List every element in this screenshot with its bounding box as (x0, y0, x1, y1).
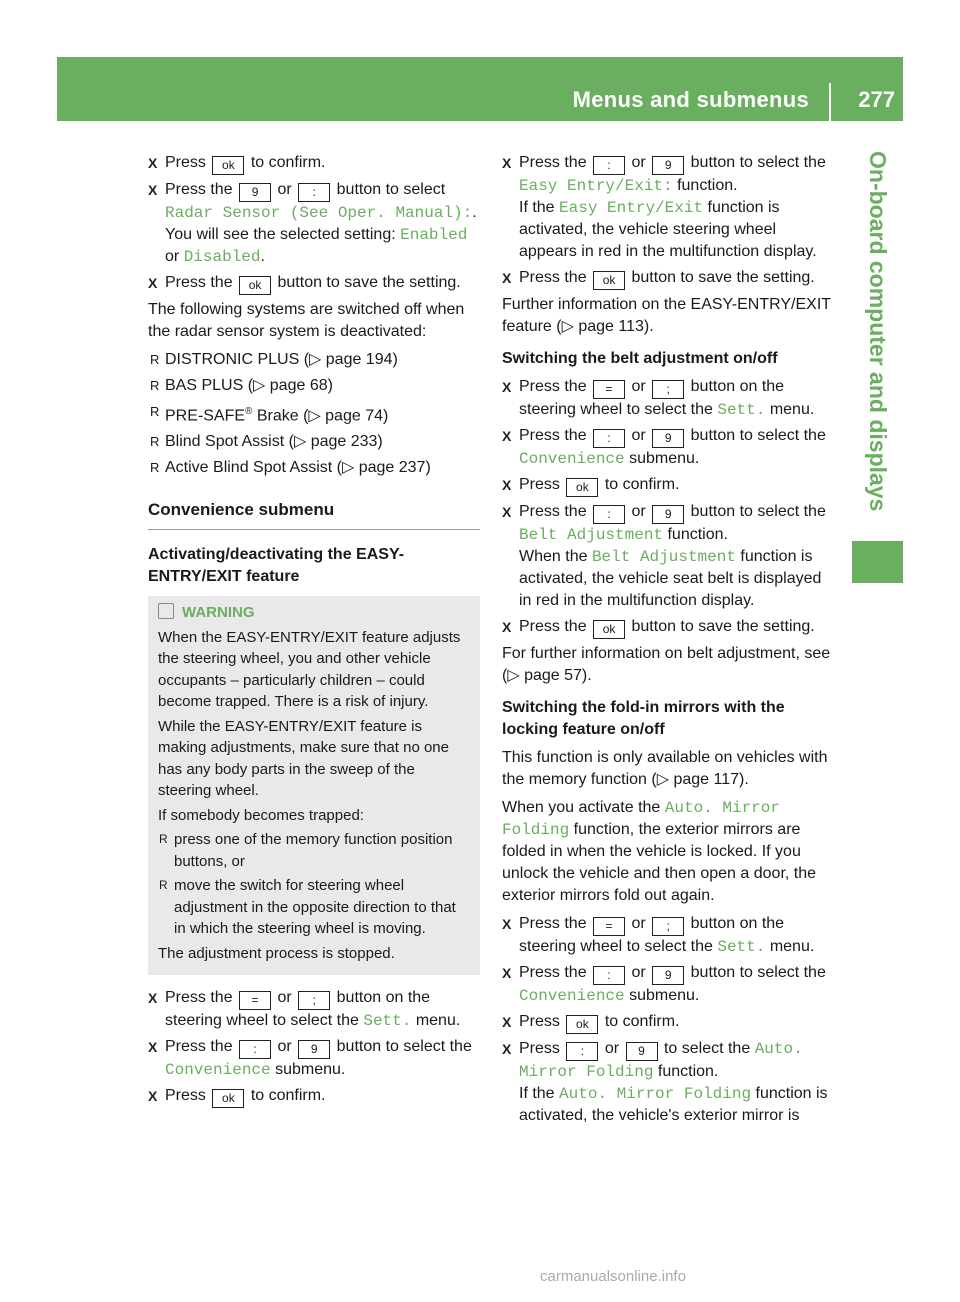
list-item: R PRE-SAFE® Brake (▷ page 74) (148, 401, 480, 427)
list-item: R Active Blind Spot Assist (▷ page 237) (148, 457, 480, 479)
step: X Press ok to confirm. (502, 474, 835, 497)
list-item: R BAS PLUS (▷ page 68) (148, 375, 480, 397)
subsection-heading: Switching the fold-in mirrors with the locking feature on/off (502, 699, 785, 738)
step: X Press the ok button to save the setting. (502, 616, 835, 639)
submenu-name: Convenience (165, 1061, 271, 1080)
page-header (57, 57, 903, 121)
up-key-icon: 9 (652, 429, 684, 448)
step: X Press ok to confirm. (148, 152, 480, 175)
step: X Press the = or ; button on the steering wheel to select the Sett. menu. (502, 913, 835, 958)
down-key-icon: : (593, 966, 625, 985)
ok-key-icon: ok (212, 1089, 244, 1108)
up-key-icon: 9 (239, 183, 271, 202)
setting-value: Enabled (400, 226, 468, 244)
paragraph: For further information on belt adjustment, see (▷ page 57). (502, 645, 831, 684)
step: X Press ok to confirm. (148, 1085, 480, 1108)
list-item: R Blind Spot Assist (▷ page 233) (148, 431, 480, 453)
menu-name: Sett. (363, 1012, 412, 1031)
step: X Press the : or 9 button to select the Convenience submenu. (502, 425, 835, 470)
ok-key-icon: ok (566, 1015, 598, 1034)
chapter-tab-marker (852, 541, 903, 583)
left-key-icon: = (239, 991, 271, 1010)
up-key-icon: 9 (298, 1040, 330, 1059)
left-key-icon: = (593, 917, 625, 936)
column-left (148, 152, 480, 1112)
ok-key-icon: ok (566, 478, 598, 497)
column-right (502, 152, 835, 1131)
ok-key-icon: ok (212, 156, 244, 175)
submenu-name: Convenience (519, 450, 625, 468)
left-key-icon: = (593, 380, 625, 399)
down-key-icon: : (593, 505, 625, 524)
watermark: carmanualsonline.info (540, 1268, 686, 1285)
step: X Press the : or 9 button to select the Belt Adjustment function. When the Belt Adjustment function is activated, the vehicle seat belt is displayed in red in the multifunction display. (502, 501, 835, 612)
step: X Press the ok button to save the setting. (502, 267, 835, 290)
paragraph: The following systems are switched off when the radar sensor system is deactivated: (148, 301, 465, 340)
menu-function-name: Radar Sensor (See Oper. Manual): (165, 204, 473, 222)
right-key-icon: ; (652, 917, 684, 936)
section-heading: Convenience submenu (148, 499, 480, 530)
step: X Press ok to confirm. (502, 1011, 835, 1034)
down-key-icon: : (566, 1042, 598, 1061)
function-name: Easy Entry/Exit: (519, 177, 673, 195)
step: X Press the 9 or : button to select Radar Sensor (See Oper. Manual):. You will see the selected setting: Enabled or Disabled. (148, 179, 480, 268)
up-key-icon: 9 (652, 156, 684, 175)
subsection-heading: Switching the belt adjustment on/off (502, 350, 778, 367)
paragraph: Further information on the EASY-ENTRY/EXIT feature (▷ page 113). (502, 296, 831, 335)
section-title: Menus and submenus (572, 87, 809, 112)
menu-name: Sett. (717, 938, 766, 956)
paragraph: This function is only available on vehicles with the memory function (▷ page 117). (502, 749, 828, 788)
side-tab-label: On-board computer and displays (865, 151, 891, 512)
list-item: R DISTRONIC PLUS (▷ page 194) (148, 349, 480, 371)
list-item: R press one of the memory function position buttons, or (158, 829, 470, 872)
step: X Press : or 9 to select the Auto. Mirror Folding function. If the Auto. Mirror Folding function is activated, the vehicle's exterior mirror is (502, 1038, 835, 1127)
down-key-icon: : (593, 156, 625, 175)
up-key-icon: 9 (652, 505, 684, 524)
subsection-heading: Activating/deactivating the EASY-ENTRY/EXIT feature (148, 546, 405, 586)
step: X Press the ok button to save the setting. (148, 272, 480, 295)
step: X Press the = or ; button on the steering wheel to select the Sett. menu. (502, 376, 835, 421)
page-number: 277 (858, 87, 895, 112)
warning-box: WARNING When the EASY-ENTRY/EXIT feature adjusts the steering wheel, you and other vehicle occupants – particularly children – could become trapped. There is a risk of injury. While the EASY-ENTRY/EXIT feature is making adjustments, make sure that no one has any body parts in the sweep of the steering wheel. If somebody becomes trapped: R press one of the memory function position buttons, or R move the switch for steering wheel adjustment in the opposite direction to that in which the steering wheel is moving. The adjustment process is stopped. (148, 596, 480, 975)
ok-key-icon: ok (593, 620, 625, 639)
step: X Press the : or 9 button to select the Convenience submenu. (148, 1036, 480, 1081)
submenu-name: Convenience (519, 987, 625, 1005)
down-key-icon: : (239, 1040, 271, 1059)
menu-name: Sett. (717, 401, 766, 419)
function-name: Auto. Mirror Folding (519, 1040, 803, 1081)
down-key-icon: : (298, 183, 330, 202)
right-key-icon: ; (652, 380, 684, 399)
step: X Press the : or 9 button to select the Easy Entry/Exit: function. If the Easy Entry/Exit function is activated, the vehicle steering wheel appears in red in the multifunction display. (502, 152, 835, 263)
right-key-icon: ; (298, 991, 330, 1010)
step: X Press the : or 9 button to select the Convenience submenu. (502, 962, 835, 1007)
setting-value: Disabled (183, 248, 261, 266)
function-name: Auto. Mirror Folding (559, 1085, 752, 1103)
down-key-icon: : (593, 429, 625, 448)
ok-key-icon: ok (239, 276, 271, 295)
list-item: R move the switch for steering wheel adjustment in the opposite direction to that in which the steering wheel is moving. (158, 875, 470, 940)
warning-icon (158, 603, 174, 619)
up-key-icon: 9 (626, 1042, 658, 1061)
function-name: Auto. Mirror Folding (502, 799, 780, 839)
paragraph: When you activate the Auto. Mirror Folding function, the exterior mirrors are folded in when the vehicle is locked. If you unlock the vehicle and then open a door, the exterior mirrors fold out again. (502, 799, 817, 904)
header-divider (829, 83, 831, 121)
up-key-icon: 9 (652, 966, 684, 985)
ok-key-icon: ok (593, 271, 625, 290)
function-name: Belt Adjustment (519, 526, 664, 544)
step: X Press the = or ; button on the steering wheel to select the Sett. menu. (148, 987, 480, 1032)
function-name: Easy Entry/Exit (559, 199, 704, 217)
function-name: Belt Adjustment (591, 548, 736, 566)
